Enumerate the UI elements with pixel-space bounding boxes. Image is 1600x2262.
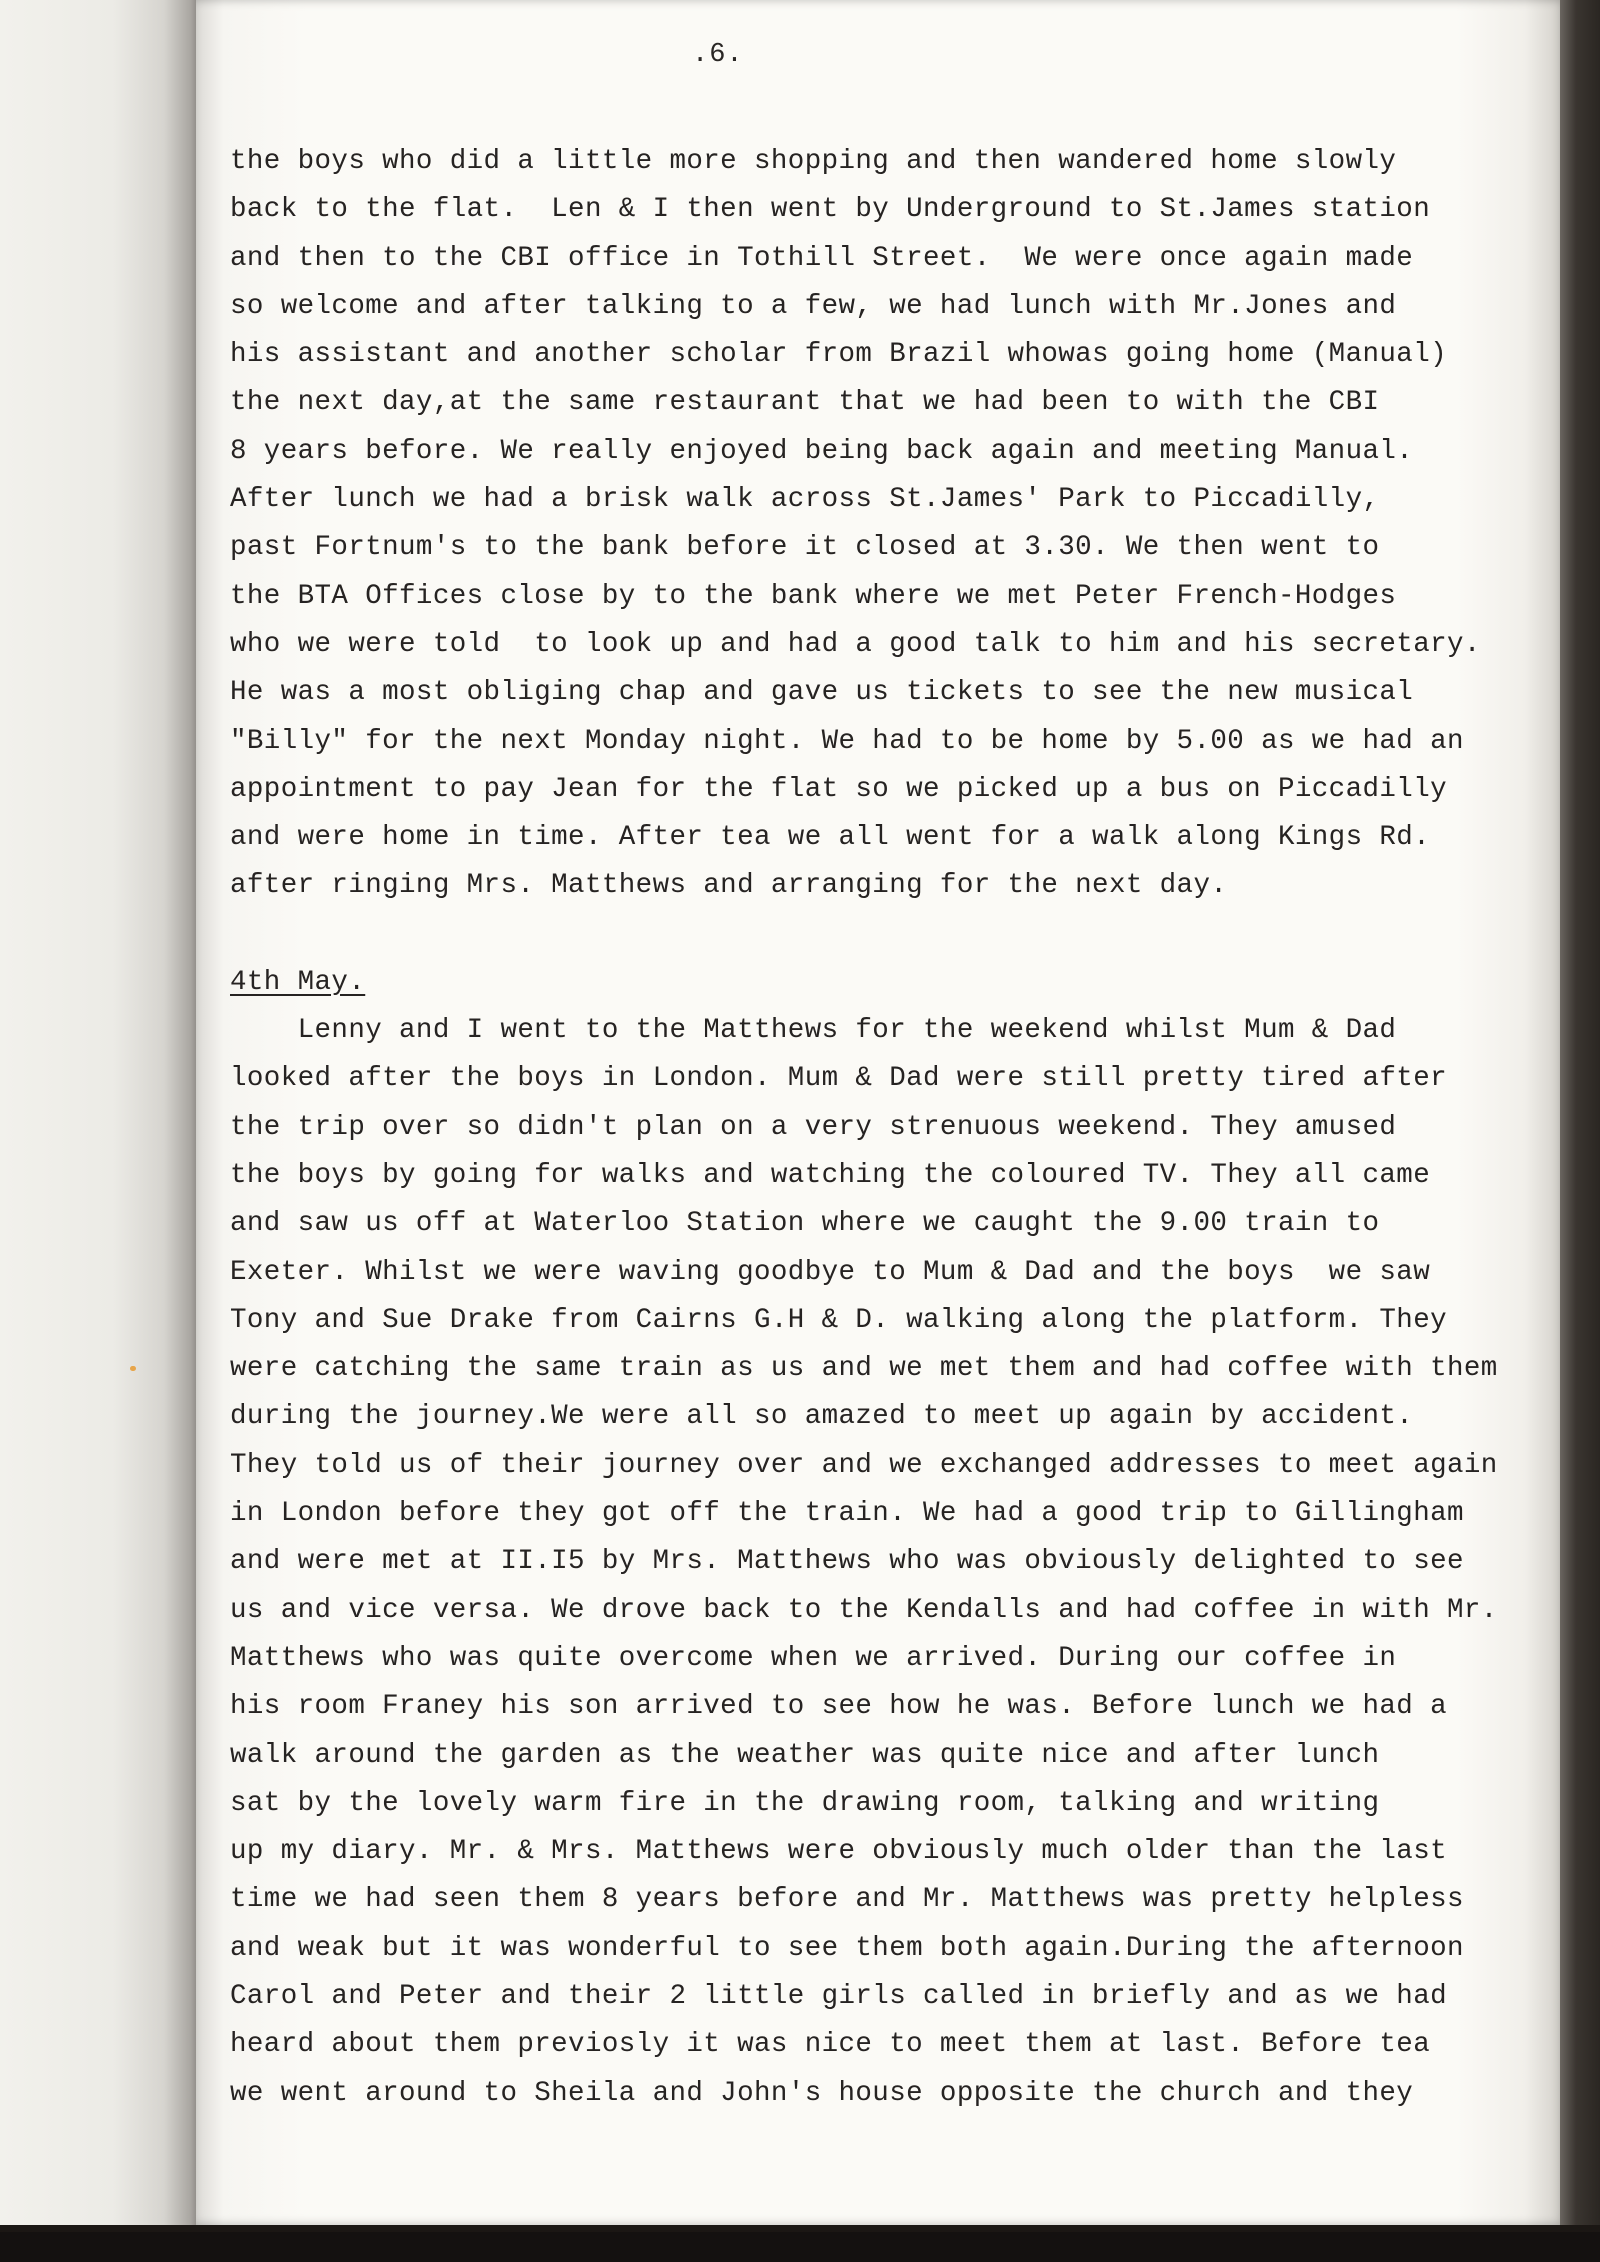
text-line: the boys who did a little more shopping and then wandered home slowly — [230, 146, 1397, 177]
paragraph-continued — [230, 138, 1560, 911]
ink-smudge — [130, 1366, 136, 1371]
text-line: us and vice versa. We drove back to the Kendalls and had coffee in with Mr. — [230, 1594, 1498, 1626]
text-line: After lunch we had a brisk walk across St.James' Park to Piccadilly, — [230, 484, 1380, 516]
text-line: who we were told to look up and had a good talk to him and his secretary. — [230, 628, 1481, 660]
text-line: after ringing Mrs. Matthews and arranging for the next day. — [230, 870, 1228, 902]
text-line: Exeter. Whilst we were waving goodbye to Mum & Dad and the boys we saw — [230, 1256, 1431, 1288]
text-line: time we had seen them 8 years before and Mr. Matthews was pretty helpless — [230, 1884, 1464, 1916]
text-line: up my diary. Mr. & Mrs. Matthews were obviously much older than the last — [230, 1836, 1447, 1868]
text-line: He was a most obliging chap and gave us tickets to see the new musical — [230, 677, 1414, 709]
text-line: Lenny and I went to the Matthews for the weekend whilst Mum & Dad — [230, 1015, 1397, 1047]
text-line: 8 years before. We really enjoyed being back again and meeting Manual. — [230, 435, 1414, 467]
text-line: Matthews who was quite overcome when we arrived. During our coffee in — [230, 1642, 1397, 1674]
page-number: .6. — [692, 40, 744, 70]
text-line: the boys by going for walks and watching the coloured TV. They all came — [230, 1159, 1431, 1191]
text-line: sat by the lovely warm fire in the drawing room, talking and writing — [230, 1787, 1380, 1819]
text-line: past Fortnum's to the bank before it closed at 3.30. We then went to — [230, 532, 1380, 564]
text-line: the next day,at the same restaurant that we had been to with the CBI — [230, 387, 1380, 419]
diary-text — [230, 138, 1560, 2118]
text-line: and saw us off at Waterloo Station where we caught the 9.00 train to — [230, 1208, 1380, 1240]
text-line: in London before they got off the train. We had a good trip to Gillingham — [230, 1498, 1464, 1530]
binding-spine — [0, 0, 205, 2225]
text-line: Tony and Sue Drake from Cairns G.H & D. walking along the platform. They — [230, 1304, 1447, 1336]
text-line: and then to the CBI office in Tothill Street. We were once again made — [230, 242, 1414, 274]
text-line: and were met at II.I5 by Mrs. Matthews who was obviously delighted to see — [230, 1546, 1464, 1578]
text-line: so welcome and after talking to a few, we had lunch with Mr.Jones and — [230, 290, 1397, 322]
text-line: his room Franey his son arrived to see how he was. Before lunch we had a — [230, 1691, 1447, 1723]
text-line: back to the flat. Len & I then went by Underground to St.James station — [230, 194, 1431, 226]
text-line: "Billy" for the next Monday night. We had to be home by 5.00 as we had an — [230, 725, 1464, 757]
text-line: his assistant and another scholar from Brazil whowas going home (Manual) — [230, 339, 1447, 371]
diary-entry — [230, 959, 1560, 2118]
text-line: during the journey.We were all so amazed to meet up again by accident. — [230, 1401, 1414, 1433]
text-line: walk around the garden as the weather was quite nice and after lunch — [230, 1739, 1380, 1771]
text-line: appointment to pay Jean for the flat so we picked up a bus on Piccadilly — [230, 773, 1447, 805]
text-line: we went around to Sheila and John's house opposite the church and they — [230, 2077, 1414, 2109]
page-edge-shadow — [1560, 0, 1600, 2225]
bottom-shadow — [0, 2232, 1600, 2262]
text-line: the trip over so didn't plan on a very strenuous weekend. They amused — [230, 1111, 1397, 1143]
text-line: Carol and Peter and their 2 little girls called in briefly and as we had — [230, 1980, 1447, 2012]
text-line: and were home in time. After tea we all went for a walk along Kings Rd. — [230, 822, 1431, 854]
paragraph-gap — [230, 911, 1560, 959]
text-line: looked after the boys in London. Mum & Dad were still pretty tired after — [230, 1063, 1447, 1095]
text-line: heard about them previosly it was nice to meet them at last. Before tea — [230, 2029, 1431, 2061]
text-line: were catching the same train as us and we met them and had coffee with them — [230, 1353, 1498, 1385]
entry-date-heading: 4th May. — [230, 966, 366, 998]
text-line: the BTA Offices close by to the bank where we met Peter French-Hodges — [230, 580, 1397, 612]
text-line: and weak but it was wonderful to see them both again.During the afternoon — [230, 1932, 1464, 1964]
text-line: They told us of their journey over and we exchanged addresses to meet again — [230, 1449, 1498, 1481]
